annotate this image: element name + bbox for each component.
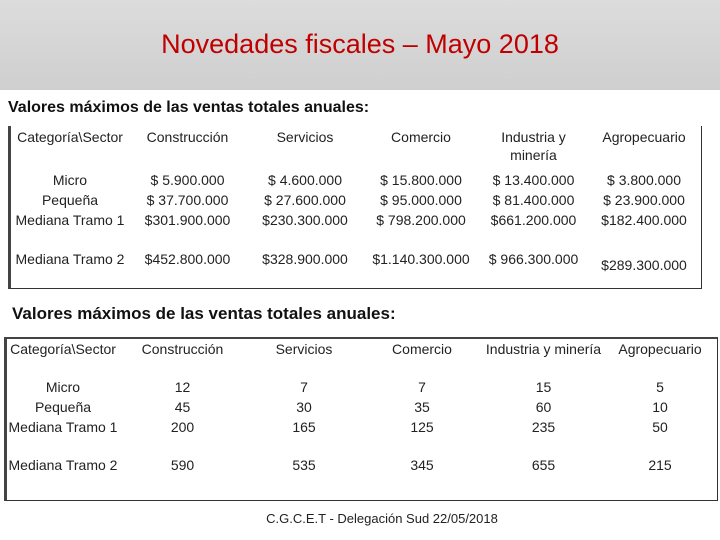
row-label: Pequeña — [34, 399, 92, 415]
table-cell: $1.140.300.000 — [372, 251, 470, 267]
table-cell: $ 798.200.000 — [376, 212, 466, 228]
table-cell: 165 — [292, 419, 316, 435]
table-cell: 7 — [418, 379, 426, 395]
table-cell: $ 37.700.000 — [146, 192, 229, 208]
column-header: Categoría\Sector — [17, 129, 123, 145]
table-row — [10, 211, 698, 250]
column-header: Servicios — [276, 129, 334, 145]
column-header: Servicios — [275, 341, 333, 357]
table-cell: $ 966.300.000 — [488, 251, 579, 267]
column-header: Construcción — [141, 341, 224, 357]
table-row — [6, 456, 714, 494]
column-header: Industria y minería — [501, 129, 566, 163]
table-cell: 235 — [531, 419, 556, 435]
table-cell: 345 — [410, 457, 434, 473]
column-header: Agropecuario — [602, 129, 686, 145]
table-cell: $ 27.600.000 — [264, 192, 346, 208]
table-row — [6, 378, 714, 398]
table-cell: $328.900.000 — [262, 251, 348, 267]
column-header: Construcción — [146, 129, 229, 145]
sales-limits-table — [10, 128, 698, 295]
table-cell: $182.400.000 — [601, 212, 687, 228]
table-cell: 200 — [170, 419, 195, 435]
column-header: Categoría\Sector — [10, 341, 116, 357]
table-cell: $ 15.800.000 — [380, 172, 462, 188]
row-label: Mediana Tramo 2 — [8, 457, 118, 473]
title-band — [0, 0, 720, 90]
table-row — [6, 418, 714, 456]
column-header: Comercio — [391, 129, 451, 145]
table-cell: 50 — [652, 419, 668, 435]
table-cell: 30 — [296, 399, 312, 415]
table-cell: 215 — [648, 457, 672, 473]
row-label: Mediana Tramo 2 — [15, 251, 125, 267]
table-cell: $452.800.000 — [144, 251, 231, 267]
table-cell: $301.900.000 — [144, 212, 231, 228]
table-cell: $ 95.000.000 — [380, 192, 462, 208]
column-header: Industria y minería — [485, 341, 602, 357]
table-cell: $ 3.800.000 — [607, 172, 681, 188]
table-row — [10, 250, 698, 295]
table-cell: 10 — [652, 399, 668, 415]
table-cell: $ 13.400.000 — [492, 172, 575, 188]
row-label: Micro — [52, 172, 88, 188]
table-cell: $230.300.000 — [262, 212, 348, 228]
table-cell: 7 — [300, 379, 308, 395]
row-label: Pequeña — [41, 192, 99, 208]
section2-heading: Valores máximos de las ventas totales anuales: — [12, 304, 396, 323]
table-cell: 5 — [656, 379, 664, 395]
table-cell: 15 — [535, 379, 552, 395]
table-cell: 60 — [535, 399, 552, 415]
table-cell: 590 — [170, 457, 195, 473]
row-label: Mediana Tramo 1 — [8, 419, 118, 435]
table-header-row — [10, 128, 698, 171]
table-cell: $ 23.900.000 — [603, 192, 685, 208]
table-cell: 655 — [531, 457, 556, 473]
table-cell: $ 5.900.000 — [150, 172, 225, 188]
row-label: Micro — [45, 379, 81, 395]
slide-title: Novedades fiscales – Mayo 2018 — [161, 28, 559, 59]
table-cell: 125 — [410, 419, 434, 435]
table-cell: $289.300.000 — [601, 257, 687, 273]
column-header: Comercio — [392, 341, 452, 357]
table-row — [10, 171, 698, 191]
row-label: Mediana Tramo 1 — [15, 212, 125, 228]
employees-limits-table — [6, 340, 714, 494]
table-cell: $ 4.600.000 — [268, 172, 342, 188]
table-cell: $ 81.400.000 — [492, 192, 575, 208]
table-row — [6, 398, 714, 418]
table-cell: 12 — [174, 379, 191, 395]
table-cell: 45 — [174, 399, 191, 415]
table-cell: $661.200.000 — [490, 212, 577, 228]
section1-heading: Valores máximos de las ventas totales anuales: — [8, 99, 370, 116]
table-cell: 535 — [292, 457, 316, 473]
table-cell: 35 — [414, 399, 430, 415]
table-row — [10, 191, 698, 211]
table-header-row — [6, 340, 714, 378]
column-header: Agropecuario — [618, 341, 702, 357]
footer-credit: C.G.C.E.T - Delegación Sud 22/05/2018 — [266, 511, 498, 526]
